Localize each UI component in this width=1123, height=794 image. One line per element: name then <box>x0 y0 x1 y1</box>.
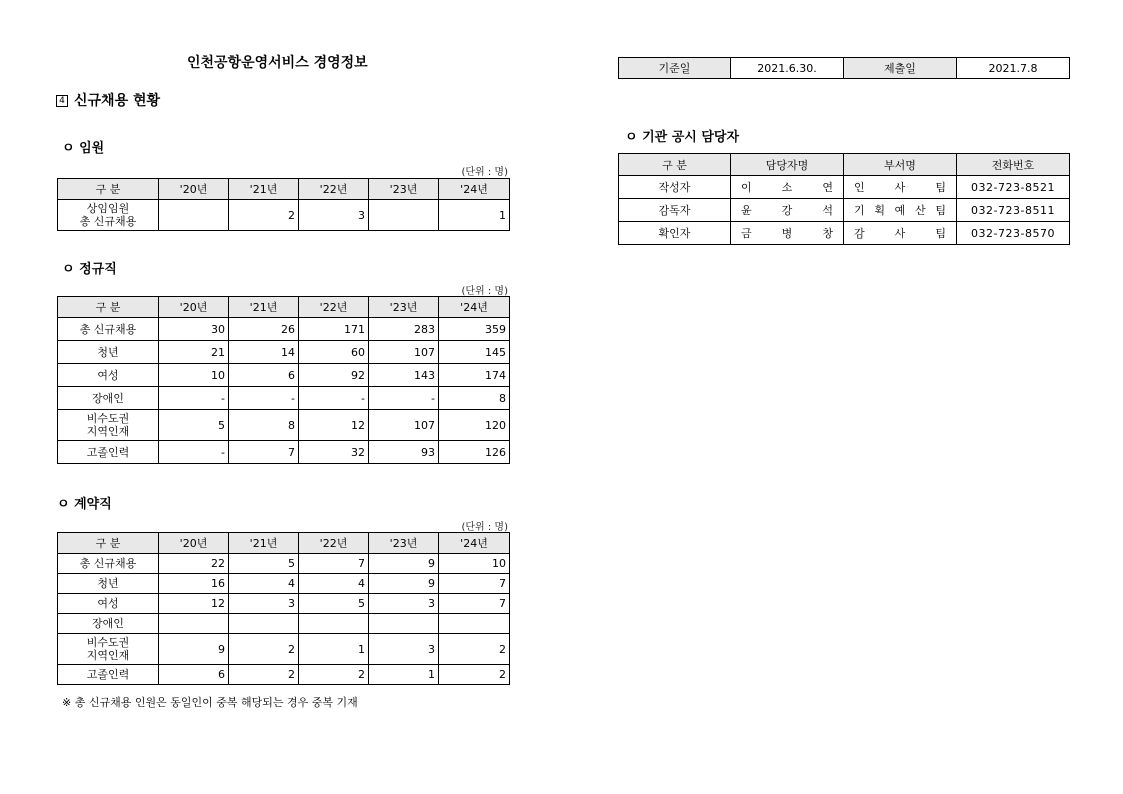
regular-cell: - <box>299 387 369 410</box>
contract-row <box>58 614 510 634</box>
contract-header-cell: '22년 <box>299 533 369 554</box>
contact-phone: 032-723-8511 <box>957 199 1070 222</box>
regular-cell: 32 <box>299 441 369 464</box>
regular-row <box>58 387 510 410</box>
regular-cell: 283 <box>369 318 439 341</box>
contacts-row <box>619 176 1070 199</box>
ref-date-label: 기준일 <box>619 58 731 79</box>
contacts-header-cell: 부서명 <box>844 154 957 176</box>
executives-table <box>57 178 510 231</box>
contract-cell: 1 <box>369 665 439 685</box>
contacts-row <box>619 199 1070 222</box>
contact-role: 감독자 <box>619 199 731 222</box>
contract-cell: 6 <box>159 665 229 685</box>
contract-cell <box>369 614 439 634</box>
contract-cell: 2 <box>439 665 510 685</box>
executives-header-cell: '23년 <box>369 179 439 200</box>
contract-header-cell: '23년 <box>369 533 439 554</box>
contract-cell: 3 <box>229 594 299 614</box>
contract-row <box>58 634 510 665</box>
contract-row-label: 장애인 <box>58 614 159 634</box>
contract-cell <box>159 614 229 634</box>
section-title: 신규채용 현황 <box>74 93 161 109</box>
regular-row-label: 장애인 <box>58 387 159 410</box>
regular-cell: 5 <box>159 410 229 441</box>
regular-row <box>58 318 510 341</box>
contacts-header-cell: 담당자명 <box>731 154 844 176</box>
regular-row-label: 총 신규채용 <box>58 318 159 341</box>
regular-cell: 21 <box>159 341 229 364</box>
executives-heading: ㅇ 임원 <box>62 141 105 156</box>
executives-cell: 3 <box>299 200 369 231</box>
document-title: 인천공항운영서비스 경영정보 <box>187 55 368 71</box>
contact-name: 금 병 창 <box>731 222 844 245</box>
regular-cell: 26 <box>229 318 299 341</box>
contract-row-label: 청년 <box>58 574 159 594</box>
regular-cell: 107 <box>369 410 439 441</box>
contract-cell: 7 <box>439 574 510 594</box>
executives-header-cell: 구 분 <box>58 179 159 200</box>
regular-cell: - <box>159 387 229 410</box>
regular-header-cell: '22년 <box>299 297 369 318</box>
date-info-table <box>618 57 1070 79</box>
contract-cell: 2 <box>439 634 510 665</box>
contract-heading: ㅇ 계약직 <box>57 497 112 512</box>
regular-cell: 60 <box>299 341 369 364</box>
regular-cell: 12 <box>299 410 369 441</box>
regular-cell: 10 <box>159 364 229 387</box>
contract-cell <box>229 614 299 634</box>
regular-heading: ㅇ 정규직 <box>62 262 117 277</box>
contacts-header-cell: 전화번호 <box>957 154 1070 176</box>
regular-header-cell: '20년 <box>159 297 229 318</box>
contract-cell: 9 <box>369 554 439 574</box>
contract-row <box>58 574 510 594</box>
executives-header-cell: '24년 <box>439 179 510 200</box>
contract-footnote: ※ 총 신규채용 인원은 동일인이 중복 해당되는 경우 중복 기재 <box>62 696 358 709</box>
regular-header-cell: '24년 <box>439 297 510 318</box>
regular-row-label: 여성 <box>58 364 159 387</box>
regular-cell: 145 <box>439 341 510 364</box>
contract-table <box>57 532 510 685</box>
regular-unit: (단위 : 명) <box>461 286 508 297</box>
contract-cell: 2 <box>229 634 299 665</box>
regular-cell: 171 <box>299 318 369 341</box>
contact-name: 윤 강 석 <box>731 199 844 222</box>
executives-cell <box>369 200 439 231</box>
regular-row-label: 고졸인력 <box>58 441 159 464</box>
contract-cell: 7 <box>439 594 510 614</box>
executives-cell: 1 <box>439 200 510 231</box>
section-heading <box>56 90 160 110</box>
contract-cell: 16 <box>159 574 229 594</box>
regular-cell: 174 <box>439 364 510 387</box>
contract-cell: 9 <box>369 574 439 594</box>
regular-table <box>57 296 510 464</box>
contract-row <box>58 665 510 685</box>
regular-header-cell: '21년 <box>229 297 299 318</box>
executives-cell <box>159 200 229 231</box>
regular-cell: 120 <box>439 410 510 441</box>
contract-cell: 1 <box>299 634 369 665</box>
contacts-header-cell: 구 분 <box>619 154 731 176</box>
contract-cell: 7 <box>299 554 369 574</box>
executives-header-row <box>58 179 510 200</box>
submit-date-label: 제출일 <box>844 58 957 79</box>
contract-row <box>58 554 510 574</box>
contact-role: 작성자 <box>619 176 731 199</box>
regular-cell: 143 <box>369 364 439 387</box>
contract-cell <box>439 614 510 634</box>
regular-header-row <box>58 297 510 318</box>
executives-cell: 2 <box>229 200 299 231</box>
contract-row-label: 고졸인력 <box>58 665 159 685</box>
contract-header-row <box>58 533 510 554</box>
regular-cell: 92 <box>299 364 369 387</box>
regular-cell: 8 <box>229 410 299 441</box>
contact-dept: 인 사 팀 <box>844 176 957 199</box>
contract-row-label: 총 신규채용 <box>58 554 159 574</box>
contacts-heading: ㅇ 기관 공시 담당자 <box>625 130 740 145</box>
contract-cell: 5 <box>229 554 299 574</box>
regular-row <box>58 410 510 441</box>
contract-cell: 2 <box>229 665 299 685</box>
regular-cell: - <box>229 387 299 410</box>
contract-cell: 22 <box>159 554 229 574</box>
regular-cell: 93 <box>369 441 439 464</box>
regular-cell: 359 <box>439 318 510 341</box>
contact-dept: 기 획 예 산 팀 <box>844 199 957 222</box>
contact-dept: 감 사 팀 <box>844 222 957 245</box>
contract-header-cell: '24년 <box>439 533 510 554</box>
contract-row-label: 여성 <box>58 594 159 614</box>
contract-cell: 3 <box>369 634 439 665</box>
regular-header-cell: 구 분 <box>58 297 159 318</box>
regular-row-label: 비수도권 지역인재 <box>58 410 159 441</box>
regular-cell: 6 <box>229 364 299 387</box>
regular-cell: 107 <box>369 341 439 364</box>
regular-row <box>58 441 510 464</box>
executives-row-label: 상임임원 총 신규채용 <box>58 200 159 231</box>
contract-cell: 3 <box>369 594 439 614</box>
contract-cell: 2 <box>299 665 369 685</box>
contact-phone: 032-723-8521 <box>957 176 1070 199</box>
submit-date-value: 2021.7.8 <box>957 58 1070 79</box>
contract-unit: (단위 : 명) <box>461 522 508 533</box>
ref-date-value: 2021.6.30. <box>731 58 844 79</box>
contract-header-cell: 구 분 <box>58 533 159 554</box>
regular-cell: - <box>159 441 229 464</box>
contract-cell: 4 <box>229 574 299 594</box>
regular-row <box>58 341 510 364</box>
section-number: 4 <box>56 95 68 107</box>
contract-header-cell: '21년 <box>229 533 299 554</box>
regular-cell: 8 <box>439 387 510 410</box>
executives-header-cell: '22년 <box>299 179 369 200</box>
regular-row <box>58 364 510 387</box>
regular-row-label: 청년 <box>58 341 159 364</box>
contract-cell: 9 <box>159 634 229 665</box>
regular-cell: - <box>369 387 439 410</box>
contract-cell <box>299 614 369 634</box>
executives-row <box>58 200 510 231</box>
contract-cell: 12 <box>159 594 229 614</box>
regular-header-cell: '23년 <box>369 297 439 318</box>
contract-cell: 5 <box>299 594 369 614</box>
contract-row <box>58 594 510 614</box>
contract-row-label: 비수도권 지역인재 <box>58 634 159 665</box>
contract-header-cell: '20년 <box>159 533 229 554</box>
contacts-table <box>618 153 1070 245</box>
executives-header-cell: '20년 <box>159 179 229 200</box>
contact-role: 확인자 <box>619 222 731 245</box>
contact-phone: 032-723-8570 <box>957 222 1070 245</box>
executives-header-cell: '21년 <box>229 179 299 200</box>
contract-cell: 4 <box>299 574 369 594</box>
regular-cell: 30 <box>159 318 229 341</box>
regular-cell: 7 <box>229 441 299 464</box>
regular-cell: 14 <box>229 341 299 364</box>
contract-cell: 10 <box>439 554 510 574</box>
executives-unit: (단위 : 명) <box>461 167 508 178</box>
contacts-row <box>619 222 1070 245</box>
regular-cell: 126 <box>439 441 510 464</box>
contacts-header-row <box>619 154 1070 176</box>
contact-name: 이 소 연 <box>731 176 844 199</box>
